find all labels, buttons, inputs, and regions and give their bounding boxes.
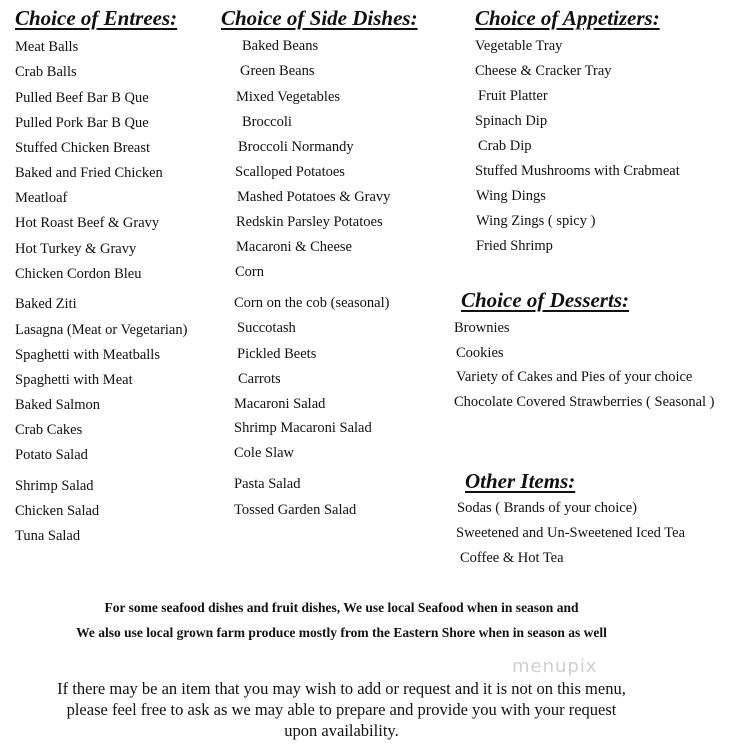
produce-note: We also use local grown farm produce mostly from the Eastern Shore when in season as well <box>76 625 607 640</box>
dessert-item: Cookies <box>456 345 504 361</box>
entree-item: Meatloaf <box>15 190 68 206</box>
entree-item: Baked and Fried Chicken <box>15 165 163 181</box>
entree-item: Potato Salad <box>15 447 88 463</box>
entree-item: Baked Ziti <box>15 296 77 312</box>
side-dish-item: Baked Beans <box>242 38 319 54</box>
side-dish-item: Cole Slaw <box>234 445 295 461</box>
other-items-heading: Other Items: <box>465 469 576 493</box>
entree-item: Pulled Pork Bar B Que <box>15 115 149 131</box>
appetizer-item: Cheese & Cracker Tray <box>475 63 612 79</box>
appetizer-item: Fried Shrimp <box>476 238 553 254</box>
other-item: Sodas ( Brands of your choice) <box>457 500 637 516</box>
entree-item: Crab Cakes <box>15 422 83 438</box>
entrees-heading: Choice of Entrees: <box>15 6 178 30</box>
other-item: Coffee & Hot Tea <box>460 550 564 566</box>
dessert-item: Variety of Cakes and Pies of your choice <box>456 369 693 385</box>
side-dish-item: Green Beans <box>240 63 315 79</box>
side-dish-item: Broccoli Normandy <box>238 139 354 155</box>
closing-line-1: If there may be an item that you may wish to add or request and it is not on this menu, <box>57 679 626 698</box>
side-dish-item: Succotash <box>237 320 296 336</box>
entree-item: Spaghetti with Meat <box>15 372 133 388</box>
side-dish-item: Tossed Garden Salad <box>234 502 357 518</box>
appetizer-item: Wing Zings ( spicy ) <box>476 213 596 229</box>
other-item: Sweetened and Un-Sweetened Iced Tea <box>456 525 686 541</box>
appetizer-item: Crab Dip <box>478 138 532 154</box>
side-dish-item: Pickled Beets <box>237 346 317 362</box>
side-dish-item: Corn on the cob (seasonal) <box>234 295 390 311</box>
side-dish-item: Scalloped Potatoes <box>235 164 345 180</box>
side-dish-item: Broccoli <box>242 114 292 130</box>
side-dish-item: Macaroni Salad <box>234 396 326 412</box>
side-dishes-heading: Choice of Side Dishes: <box>221 6 418 30</box>
entree-item: Crab Balls <box>15 64 77 80</box>
entree-item: Lasagna (Meat or Vegetarian) <box>15 322 188 338</box>
appetizer-item: Spinach Dip <box>475 113 548 129</box>
desserts-heading: Choice of Desserts: <box>461 288 629 312</box>
appetizer-item: Fruit Platter <box>478 88 548 104</box>
side-dish-item: Corn <box>235 264 264 280</box>
entree-item: Hot Roast Beef & Gravy <box>15 215 160 231</box>
closing-line-3: upon availability. <box>284 721 399 740</box>
entree-item: Baked Salmon <box>15 397 100 413</box>
side-dish-item: Redskin Parsley Potatoes <box>236 214 383 230</box>
appetizer-item: Vegetable Tray <box>475 38 563 54</box>
entree-item: Stuffed Chicken Breast <box>15 140 151 156</box>
appetizer-item: Stuffed Mushrooms with Crabmeat <box>475 163 680 179</box>
entree-item: Meat Balls <box>15 39 79 55</box>
closing-line-2: please feel free to ask as we may able to prepare and provide you with your request <box>66 700 617 719</box>
entree-item: Spaghetti with Meatballs <box>15 347 160 363</box>
entree-item: Pulled Beef Bar B Que <box>15 90 149 106</box>
side-dish-item: Macaroni & Cheese <box>236 239 352 255</box>
entree-item: Shrimp Salad <box>15 478 94 494</box>
dessert-item: Chocolate Covered Strawberries ( Seasonal ) <box>454 394 715 410</box>
dessert-item: Brownies <box>454 320 510 336</box>
side-dish-item: Mashed Potatoes & Gravy <box>237 189 391 205</box>
side-dish-item: Mixed Vegetables <box>236 89 341 105</box>
side-dish-item: Pasta Salad <box>234 476 301 492</box>
entree-item: Hot Turkey & Gravy <box>15 241 137 257</box>
appetizers-heading: Choice of Appetizers: <box>475 6 660 30</box>
side-dish-item: Carrots <box>238 371 281 387</box>
side-dish-item: Shrimp Macaroni Salad <box>234 420 372 436</box>
watermark: menupix <box>512 656 598 677</box>
appetizer-item: Wing Dings <box>476 188 546 204</box>
entree-item: Tuna Salad <box>15 528 81 544</box>
seafood-note: For some seafood dishes and fruit dishes, We use local Seafood when in season and <box>104 600 579 615</box>
entree-item: Chicken Cordon Bleu <box>15 266 142 282</box>
entree-item: Chicken Salad <box>15 503 100 519</box>
